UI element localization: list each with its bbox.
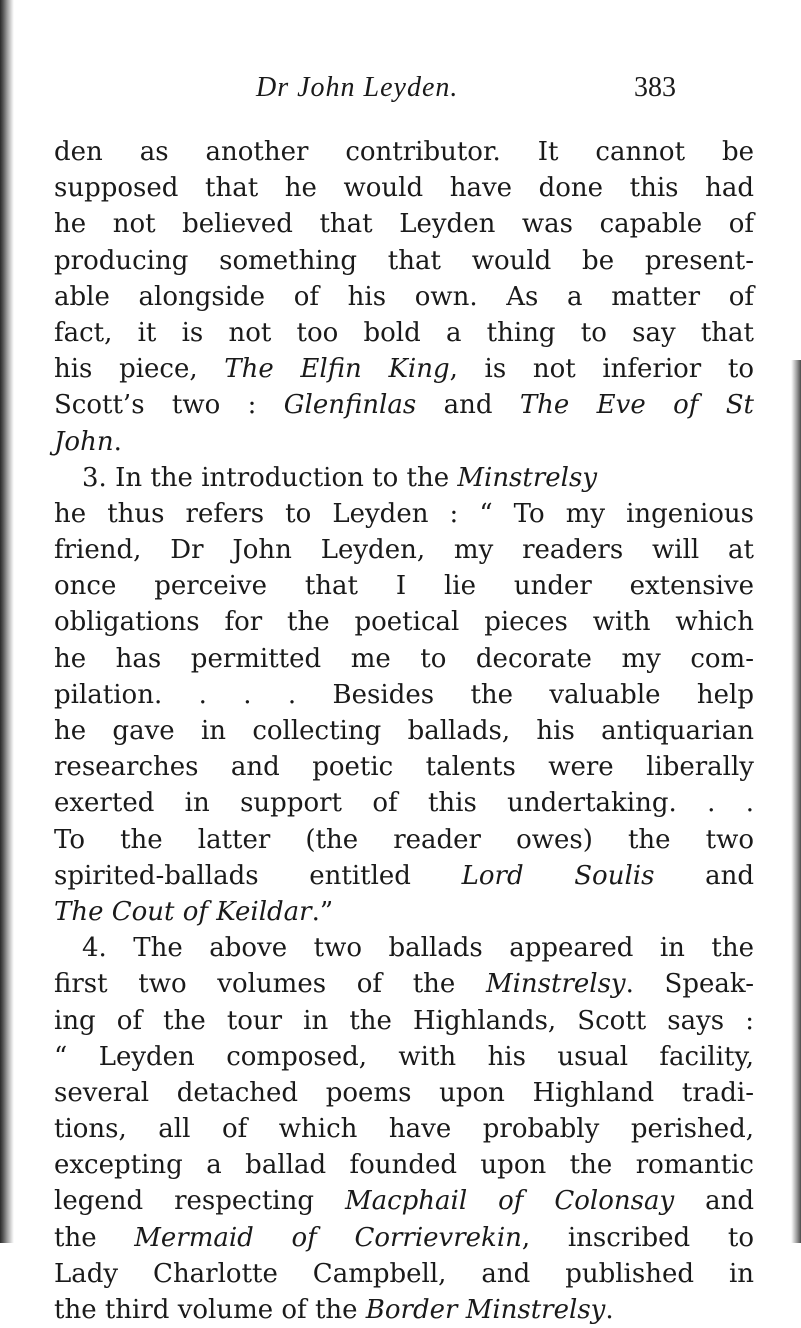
text-line: the third volume of the Border Minstrelsy.	[54, 1295, 614, 1325]
text-line: several detached poems upon Highland tradi-	[54, 1077, 754, 1108]
text-line: tions, all of which have probably perished,	[54, 1114, 754, 1145]
text-line: producing something that would be present-	[54, 245, 754, 276]
text-line: supposed that he would have done this had	[54, 173, 754, 204]
page-number: 383	[634, 72, 676, 103]
text-line: fact, it is not too bold a thing to say that	[54, 317, 754, 348]
text-line: obligations for the poetical pieces with which	[54, 607, 754, 638]
text-line: John.	[54, 426, 122, 457]
text-line: Lady Charlotte Campbell, and published in	[54, 1258, 754, 1289]
page-header	[256, 72, 676, 112]
text-line: excepting a ballad founded upon the romantic	[54, 1150, 754, 1181]
page-edge-shadow	[0, 0, 14, 1243]
text-line: 4. The above two ballads appeared in the	[82, 933, 754, 964]
text-line: he not believed that Leyden was capable of	[54, 209, 754, 240]
text-line: researches and poetic talents were liberally	[54, 752, 754, 783]
text-line: “ Leyden composed, with his usual facility,	[54, 1041, 754, 1072]
text-line: The Cout of Keildar.”	[54, 896, 334, 927]
text-line: To the latter (the reader owes) the two	[54, 824, 754, 855]
text-line: friend, Dr John Leyden, my readers will at	[54, 535, 754, 566]
text-line: he has permitted me to decorate my com-	[54, 643, 754, 674]
text-line: first two volumes of the Minstrelsy. Speak-	[54, 969, 754, 1000]
text-line: spirited-ballads entitled Lord Soulis and	[54, 860, 754, 891]
text-line: pilation. . . . Besides the valuable help	[54, 679, 754, 710]
text-line: once perceive that I lie under extensive	[54, 571, 754, 602]
text-line: exerted in support of this undertaking. . .	[54, 788, 754, 819]
text-line: den as another contributor. It cannot be	[54, 137, 754, 167]
text-line: able alongside of his own. As a matter of	[54, 281, 754, 312]
text-line: legend respecting Macphail of Colonsay and	[54, 1186, 755, 1217]
text-line: his piece, The Elfin King, is not inferior to	[54, 354, 754, 385]
text-line: he thus refers to Leyden : “ To my ingenious	[54, 498, 754, 529]
text-line: he gave in collecting ballads, his antiquarian	[54, 716, 754, 746]
text-line: the Mermaid of Corrievrekin, inscribed to	[54, 1222, 754, 1253]
page-edge-shadow-right	[791, 360, 801, 1243]
running-title: Dr John Leyden.	[256, 72, 459, 103]
text-line: Scott’s two : Glenfinlas and The Eve of St	[54, 390, 755, 421]
text-line: 3. In the introduction to the Minstrelsy	[82, 462, 598, 493]
body-text	[54, 134, 754, 1328]
text-line: ing of the tour in the Highlands, Scott says :	[54, 1005, 754, 1036]
